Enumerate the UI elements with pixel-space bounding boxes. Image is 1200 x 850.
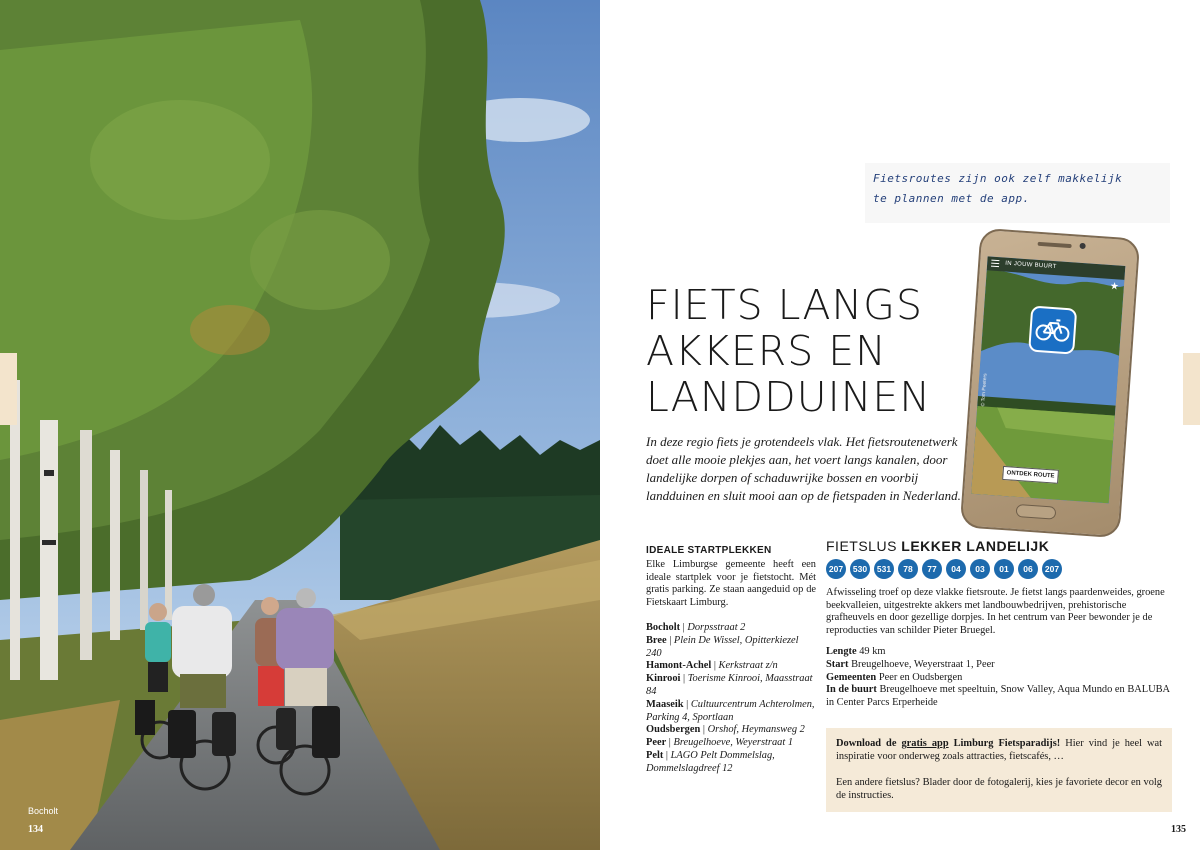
page-number-right: 135 xyxy=(1171,824,1186,835)
handwritten-line-1: Fietsroutes zijn ook zelf makkelijk xyxy=(873,172,1123,185)
fact-item: Start Breugelhoeve, Weyerstraat 1, Peer xyxy=(826,658,995,670)
route-description: Afwisseling troef op deze vlakke fietsroute. Je fietst langs paardenweides, groene beekvalleien, uitgestrekte akkers met landbouwbedrijven, prehistorische grafheuvels en door gezellige dorpjes. In het centrum van Peer bewonder je de reproducties van schilder Pieter Bruegel. xyxy=(826,586,1165,637)
phone-screen-photo xyxy=(971,256,1125,503)
fact-item: In de buurt Breugelhoeve met speeltuin, Snow Valley, Aqua Mundo en BALUBA in Center Parcs Erperheide xyxy=(826,684,1170,709)
info-paragraph-1: Download de gratis app Limburg Fietsparadijs! Hier vind je heel wat inspiratie voor onderweg zoals attracties, fietscafés, … xyxy=(836,738,1163,762)
route-node: 207 xyxy=(1042,559,1062,579)
route-title: FIETSLUS LEKKER LANDELIJK xyxy=(826,538,1050,554)
phone-status-bar: IN JOUW BUURT xyxy=(987,256,1126,280)
route-node: 78 xyxy=(898,559,918,579)
route-facts xyxy=(826,646,1172,710)
route-node: 03 xyxy=(970,559,990,579)
route-node: 06 xyxy=(1018,559,1038,579)
fact-item: Lengte 49 km xyxy=(826,645,886,657)
title-line-3: LANDDUINEN xyxy=(646,373,931,421)
phone-home-button xyxy=(1016,504,1057,520)
location-item: Peer | Breugelhoeve, Weyerstraat 1 xyxy=(646,737,794,749)
bicycle-icon xyxy=(1035,316,1071,344)
handwritten-note xyxy=(865,163,1170,223)
fact-item: Gemeenten Peer en Oudsbergen xyxy=(826,671,963,683)
startplekken-heading: IDEALE STARTPLEKKEN xyxy=(646,545,772,556)
bicycle-app-icon xyxy=(1028,306,1077,355)
route-node: 531 xyxy=(874,559,894,579)
app-info-box xyxy=(826,728,1172,812)
page-tab-right xyxy=(1183,353,1200,425)
route-node: 207 xyxy=(826,559,846,579)
location-item: Bree | Plein De Wissel, Opitterkiezel 240 xyxy=(646,634,799,659)
info-paragraph-2: Een andere fietslus? Blader door de fotogalerij, kies je favoriete decor en volg de instructies. xyxy=(836,777,1162,801)
photo-caption: Bocholt xyxy=(28,806,59,816)
hamburger-menu-icon xyxy=(991,260,999,268)
title-line-2: AKKERS EN xyxy=(646,327,887,375)
startplekken-column xyxy=(646,545,816,776)
location-item: Bocholt | Dorpsstraat 2 xyxy=(646,621,746,633)
fietslus-column xyxy=(826,540,1172,710)
location-item: Kinrooi | Toerisme Kinrooi, Maasstraat 84 xyxy=(646,673,813,697)
route-node: 530 xyxy=(850,559,870,579)
route-node: 01 xyxy=(994,559,1014,579)
gratis-app-link[interactable]: gratis app xyxy=(901,738,949,749)
handwritten-line-2: te plannen met de app. xyxy=(873,192,1030,205)
startplekken-description: Elke Limburgse gemeente heeft een ideale startplek voor je fietstocht. Mét gratis parking. Ze staan aangeduid op de Fietskaart Limburg. xyxy=(646,558,816,609)
phone-screen xyxy=(971,256,1125,503)
right-page xyxy=(600,0,1200,850)
title-line-1: FIETS LANGS xyxy=(646,281,923,329)
route-node: 77 xyxy=(922,559,942,579)
location-item: Hamont-Achel | Kerkstraat z/n xyxy=(646,660,778,672)
location-item: Oudsbergen | Orshof, Heymansweg 2 xyxy=(646,724,805,736)
page-tab-left xyxy=(0,353,17,425)
route-node: 04 xyxy=(946,559,966,579)
phone-mockup xyxy=(960,228,1141,538)
page-number-left: 134 xyxy=(28,824,43,835)
location-item: Pelt | LAGO Pelt Dommelslag, Dommelslagdreef 12 xyxy=(646,749,775,774)
location-item: Maaseik | Cultuurcentrum Achterolmen, Parking 4, Sportlaan xyxy=(646,698,815,723)
ontdek-route-button: ONTDEK ROUTE xyxy=(1002,466,1059,484)
phone-photo-credit: © Tom Peeters xyxy=(980,373,989,407)
star-icon: ★ xyxy=(1109,280,1120,293)
page-title xyxy=(646,281,989,421)
intro-paragraph: In deze regio fiets je grotendeels vlak. Het fietsroutenetwerk doet alle mooie plekjes aan, het voert langs kanalen, door landelijke dorpen of schaduwrijke bossen en voorbij landduinen en sluit mooi aan op de fietspaden in Nederland. xyxy=(646,434,961,503)
route-nodes xyxy=(826,559,1172,579)
